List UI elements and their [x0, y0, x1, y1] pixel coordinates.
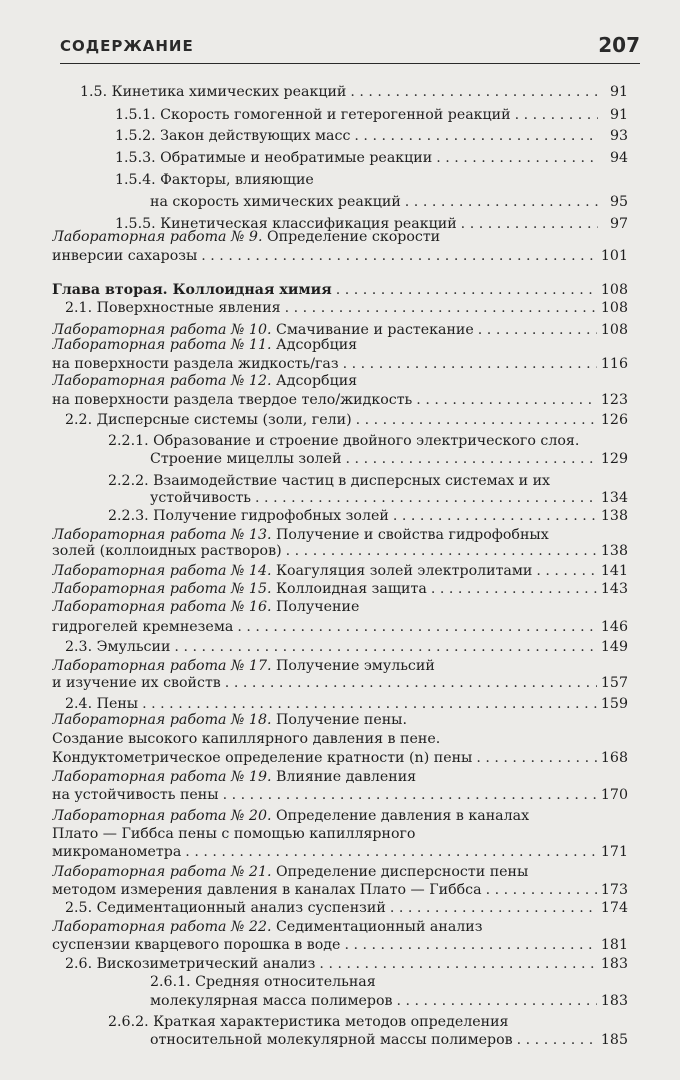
- toc-page-number: 134: [600, 490, 628, 506]
- toc-entry-title: Получение эмульсий: [271, 658, 435, 674]
- dot-leader: [343, 353, 597, 375]
- toc-entry-text: [52, 672, 221, 694]
- toc-entry: [52, 596, 359, 618]
- toc-page-number: 149: [600, 639, 628, 655]
- toc-entry-title: Коагуляция золей электролитами: [271, 563, 533, 579]
- toc-entry-title: Получение и свойства гидрофобных: [271, 527, 549, 543]
- lab-work-label: Лабораторная работа № 9.: [52, 229, 263, 245]
- toc-page-number: 141: [600, 563, 628, 579]
- toc-entry-title: Создание высокого капиллярного давления в пене.: [52, 731, 441, 747]
- toc-entry-title: 2.1. Поверхностные явления: [65, 300, 281, 316]
- header-title: СОДЕРЖАНИЕ: [60, 37, 194, 55]
- toc-page-number: 94: [609, 150, 628, 166]
- lab-work-label: Лабораторная работа № 13.: [52, 527, 272, 543]
- toc-entry: [150, 448, 628, 470]
- toc-entry-title: 1.5.2. Закон действующих масс: [115, 128, 351, 144]
- toc-page-number: 181: [600, 937, 628, 953]
- lab-work-label: Лабораторная работа № 16.: [52, 599, 272, 615]
- toc-entry-title: Седиментационный анализ: [271, 919, 483, 935]
- toc-page-number: 97: [609, 216, 628, 232]
- toc-entry-title: Определение дисперсности пены: [271, 864, 529, 880]
- toc-page-number: 168: [600, 750, 628, 766]
- toc-entry-title: Определение скорости: [262, 229, 441, 245]
- dot-leader: [346, 448, 597, 470]
- lab-work-label: Лабораторная работа № 15.: [52, 581, 272, 597]
- toc-entry-title: на устойчивость пены: [52, 787, 219, 803]
- toc-page-number: 170: [600, 787, 628, 803]
- toc-entry-title: 2.5. Седиментационный анализ суспензий: [65, 900, 386, 916]
- toc-entry: [150, 990, 628, 1012]
- toc-entry-text: [52, 841, 181, 863]
- toc-entry: [52, 616, 628, 638]
- toc-entry-title: Получение пены.: [271, 712, 407, 728]
- dot-leader: [223, 784, 597, 806]
- toc-entry-title: микроманометра: [52, 844, 182, 860]
- toc-entry-title: методом измерения давления в каналах Плато — Гиббса: [52, 882, 482, 898]
- toc-page-number: 171: [600, 844, 628, 860]
- dot-leader: [396, 990, 596, 1012]
- lab-work-label: Лабораторная работа № 21.: [52, 864, 272, 880]
- toc-entry: [52, 389, 628, 411]
- toc-entry-text: [52, 245, 197, 267]
- toc-page-number: 143: [600, 581, 628, 597]
- lab-work-label: Лабораторная работа № 10.: [52, 322, 272, 338]
- toc-entry-text: [65, 409, 352, 431]
- dot-leader: [185, 841, 597, 863]
- toc-entry: [52, 841, 628, 863]
- toc-page-number: 108: [600, 300, 628, 316]
- dot-leader: [517, 1029, 597, 1051]
- lab-work-label: Лабораторная работа № 12.: [52, 373, 272, 389]
- toc-page-number: 159: [600, 696, 628, 712]
- toc-entry-title: 2.2. Дисперсные системы (золи, гели): [65, 412, 352, 428]
- running-header: [60, 33, 640, 64]
- toc-page-number: 91: [609, 84, 628, 100]
- toc-page-number: 138: [600, 508, 628, 524]
- toc-entry-title: 1.5.4. Факторы, влияющие: [115, 172, 314, 188]
- toc-entry-text: [150, 191, 401, 213]
- lab-work-label: Лабораторная работа № 20.: [52, 808, 272, 824]
- dot-leader: [476, 747, 597, 769]
- toc-entry-title: Определение давления в каналах: [271, 808, 530, 824]
- toc-page-number: 185: [600, 1032, 628, 1048]
- toc-entry-title: гидрогелей кремнезема: [52, 619, 234, 635]
- toc-entry-title: Коллоидная защита: [271, 581, 427, 597]
- toc-entry-title: на поверхности раздела жидкость/газ: [52, 356, 339, 372]
- toc-entry-text: [115, 125, 350, 147]
- toc-entry-title: Адсорбция: [271, 337, 358, 353]
- toc-entry-text: [115, 169, 314, 191]
- toc-entry: [52, 672, 628, 694]
- toc-entry-text: [115, 147, 432, 169]
- dot-leader: [405, 191, 598, 213]
- toc-entry-title: 1.5.1. Скорость гомогенной и гетерогенной реакций: [115, 107, 511, 123]
- toc-entry-title: и изучение их свойств: [52, 675, 221, 691]
- toc-entry-title: золей (коллоидных растворов): [52, 543, 282, 559]
- toc-entry-text: [52, 540, 282, 562]
- dot-leader: [356, 409, 597, 431]
- dot-leader: [431, 578, 597, 600]
- toc-entry-title: Получение: [271, 599, 360, 615]
- toc-entry-title: 2.6.2. Краткая характеристика методов определения: [108, 1014, 509, 1030]
- dot-leader: [285, 297, 597, 319]
- dot-leader: [461, 213, 598, 235]
- toc-entry-title: относительной молекулярной массы полимеров: [150, 1032, 513, 1048]
- dot-leader: [286, 540, 597, 562]
- toc-page-number: 146: [600, 619, 628, 635]
- toc-page-number: 138: [600, 543, 628, 559]
- toc-page-number: 129: [600, 451, 628, 467]
- toc-page-number: 93: [609, 128, 628, 144]
- toc-page-number: 157: [600, 675, 628, 691]
- toc-entry-text: [150, 1029, 513, 1051]
- lab-work-label: Лабораторная работа № 17.: [52, 658, 272, 674]
- dot-leader: [478, 319, 597, 341]
- toc-entry-title: молекулярная масса полимеров: [150, 993, 393, 1009]
- toc-entry-title: на скорость химических реакций: [150, 194, 401, 210]
- toc-entry: [115, 125, 628, 147]
- dot-leader: [354, 125, 598, 147]
- toc-page-number: 126: [600, 412, 628, 428]
- toc-entry: [52, 540, 628, 562]
- toc-page-number: 108: [600, 282, 628, 298]
- toc-entry-title: Смачивание и растекание: [271, 322, 474, 338]
- lab-work-label: Лабораторная работа № 11.: [52, 337, 272, 353]
- toc-entry-text: [52, 596, 359, 618]
- toc-entry-title: Влияние давления: [271, 769, 417, 785]
- dot-leader: [436, 147, 598, 169]
- lab-work-label: Лабораторная работа № 14.: [52, 563, 272, 579]
- toc-entry-title: 2.6. Вискозиметрический анализ: [65, 956, 316, 972]
- toc-entry: [80, 81, 628, 103]
- lab-work-label: Лабораторная работа № 18.: [52, 712, 272, 728]
- dot-leader: [515, 104, 598, 126]
- toc-page-number: 173: [600, 882, 628, 898]
- toc-entry-title: Глава вторая. Коллоидная химия: [52, 282, 332, 298]
- toc-entry-title: 2.2.2. Взаимодействие частиц в дисперсных системах и их: [108, 473, 551, 489]
- toc-entry: [52, 784, 628, 806]
- toc-entry: [65, 297, 628, 319]
- toc-page-number: 183: [600, 993, 628, 1009]
- toc-page-number: 183: [600, 956, 628, 972]
- toc-entry: [115, 104, 628, 126]
- dot-leader: [225, 672, 597, 694]
- dot-leader: [237, 616, 597, 638]
- toc-entry-text: [52, 616, 233, 638]
- toc-entry-title: 2.6.1. Средняя относительная: [150, 974, 376, 990]
- toc-page-number: 123: [600, 392, 628, 408]
- toc-entry-title: Строение мицеллы золей: [150, 451, 342, 467]
- toc-page-number: 116: [600, 356, 628, 372]
- toc-entry-title: 2.4. Пены: [65, 696, 139, 712]
- lab-work-label: Лабораторная работа № 22.: [52, 919, 272, 935]
- toc-entry-text: [52, 784, 219, 806]
- dot-leader: [416, 389, 597, 411]
- toc-entry-title: 1.5. Кинетика химических реакций: [80, 84, 347, 100]
- toc-entry-text: [65, 297, 281, 319]
- toc-entry-title: 2.2.3. Получение гидрофобных золей: [108, 508, 389, 524]
- toc-entry-title: суспензии кварцевого порошка в воде: [52, 937, 341, 953]
- toc-entry-text: [52, 389, 412, 411]
- toc-page-number: 174: [600, 900, 628, 916]
- toc-entry: [115, 147, 628, 169]
- toc-entry-title: 2.2.1. Образование и строение двойного электрического слоя.: [108, 433, 580, 449]
- toc-entry-text: [150, 448, 342, 470]
- toc-entry-title: устойчивость: [150, 490, 252, 506]
- lab-work-label: Лабораторная работа № 19.: [52, 769, 272, 785]
- toc-page-number: 101: [600, 248, 628, 264]
- toc-entry: [52, 245, 628, 267]
- toc-entry: [150, 191, 628, 213]
- toc-entry-title: 1.5.3. Обратимые и необратимые реакции: [115, 150, 433, 166]
- dot-leader: [201, 245, 597, 267]
- toc-entry-title: Адсорбция: [271, 373, 358, 389]
- toc-page-number: 91: [609, 107, 628, 123]
- toc-entry-text: [115, 104, 511, 126]
- page-number: 207: [598, 33, 640, 57]
- toc-entry: [115, 169, 314, 191]
- toc-page-number: 95: [609, 194, 628, 210]
- toc-entry-title: на поверхности раздела твердое тело/жидкость: [52, 392, 413, 408]
- toc-entry-title: Кондуктометрическое определение кратности (n) пены: [52, 750, 473, 766]
- toc-entry: [150, 1029, 628, 1051]
- toc-entry-text: [150, 990, 392, 1012]
- toc-entry-title: 1.5.5. Кинетическая классификация реакций: [115, 216, 457, 232]
- toc-entry-text: [80, 81, 346, 103]
- toc-entry-title: инверсии сахарозы: [52, 248, 198, 264]
- toc-entry-title: 2.3. Эмульсии: [65, 639, 171, 655]
- toc-entry-title: Плато — Гиббса пены с помощью капиллярного: [52, 826, 416, 842]
- toc-entry: [65, 409, 628, 431]
- dot-leader: [350, 81, 598, 103]
- toc-page-number: 108: [600, 322, 628, 338]
